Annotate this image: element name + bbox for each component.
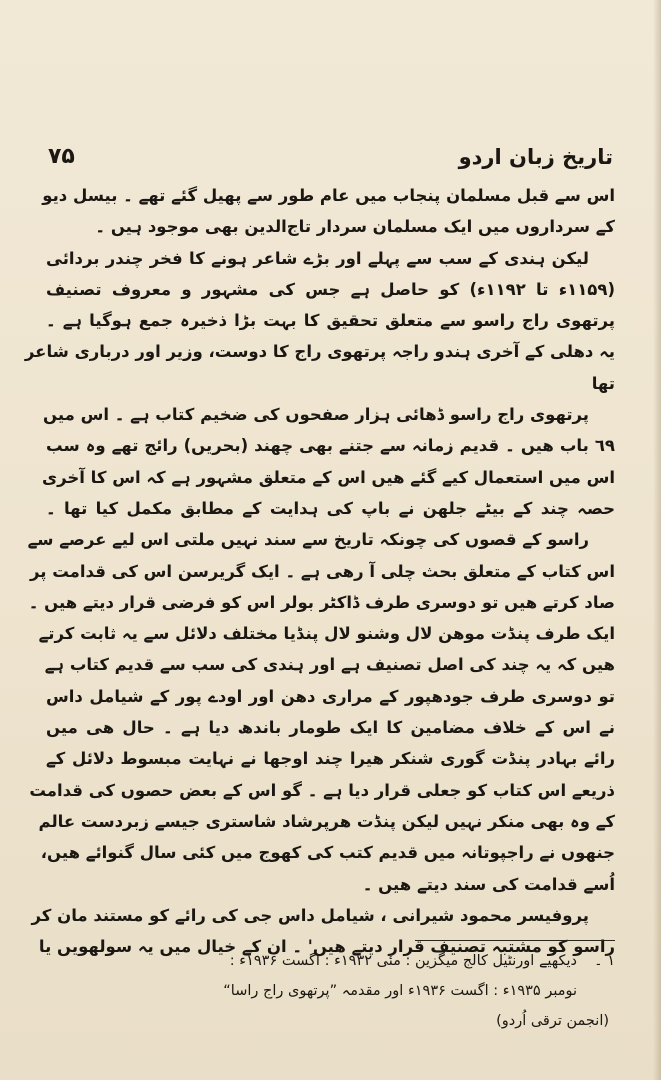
text-line: ٦٩ باب ھیں ۔ قدیم زمانہ سے جتنے بھی چھند (بحریں) رائج تھے وہ سب bbox=[46, 436, 615, 456]
text-line: ھیں کہ یہ چند کی اصل تصنیف ہے اور ہندی کی سب سے قدیم کتاب ہے bbox=[44, 655, 615, 675]
footnote-marker: ۱ ۔ bbox=[594, 953, 615, 969]
text-line: راسو کے قصوں کی چونکہ تاریخ سے سند نہیں ملتی اس لیے عرصے سے bbox=[27, 530, 589, 550]
text-line: لیکن ہندی کے سب سے پہلے اور بڑے شاعر ہونے کا فخر چندر بردائی bbox=[46, 248, 589, 268]
body-text bbox=[24, 180, 615, 962]
text-line: نے اس کے خلاف مضامین کا ایک طومار باندھ دیا ہے ۔ حال ھی میں bbox=[46, 718, 615, 738]
text-line: ایک طرف پنڈت موھن لال وشنو لال پنڈیا مختلف دلائل سے یہ ثابت کرتے bbox=[38, 624, 615, 644]
text-line: اُسے قدامت کی سند دیتے ھیں ۔ bbox=[362, 874, 615, 894]
text-line: تو دوسری طرف جودھپور کے مراری دھن اور اودے پور کے شیامل داس bbox=[46, 686, 615, 706]
text-line: اس کتاب کے متعلق بحث چلی آ رھی ہے ۔ ایک گریرسن اس کی قدامت پر bbox=[30, 561, 615, 581]
text-line: (۱۱۵۹ء تا ۱۱۹۲ء) کو حاصل ہے جس کی مشہور و معروف تصنیف bbox=[46, 279, 615, 299]
text-line: پرتھوی راج راسو سے متعلق تحقیق کا بہت بڑا ذخیرہ جمع ہوگیا ہے ۔ bbox=[46, 311, 615, 331]
text-line: جنھوں نے راجپوتانہ میں قدیم کتب کی کھوج میں کئی سال گنوائے ھیں، bbox=[40, 843, 615, 863]
text-line: پروفیسر محمود شیرانی ، شیامل داس جی کی رائے کو مستند مان کر bbox=[31, 905, 589, 925]
page-edge-shadow bbox=[653, 0, 661, 1080]
text-line: یہ دھلی کے آخری ہندو راجہ پرتھوی راج کا دوست، وزیر اور درباری شاعر bbox=[24, 342, 615, 362]
text-line: پرتھوی راج راسو ڈھائی ہزار صفحوں کی ضخیم کتاب ہے ۔ اس میں bbox=[43, 405, 589, 425]
text-line: کے وہ بھی منکر نہیں لیکن پنڈت ھرپرشاد شاستری جیسے زبردست عالم bbox=[38, 811, 615, 831]
footnote-rule bbox=[415, 940, 615, 941]
text-line: راسو کو مشتبہ تصنیف قرار دیتے ھیں' ۔ ان کے خیال میں یہ سولھویں یا bbox=[38, 937, 615, 957]
text-line: کے سرداروں میں ایک مسلمان سردار تاج‌الدین بھی موجود ہیں ۔ bbox=[95, 217, 615, 237]
text-line: اس سے قبل مسلمان پنجاب میں عام طور سے پھیل گئے تھے ۔ بیسل دیو bbox=[42, 186, 615, 205]
footnote bbox=[46, 946, 615, 1036]
text-line: رائے بہادر پنڈت گوری شنکر ھیرا چند اوجھا نے نہایت مبسوط دلائل کے bbox=[46, 749, 615, 769]
page-header bbox=[48, 140, 613, 174]
text-line: ذریعے اس کتاب کو جعلی قرار دیا ہے ۔ گو اس کے بعض حصوں کی قدامت bbox=[29, 780, 615, 800]
text-line: صاد کرتے ھیں تو دوسری طرف ڈاکٹر بولر اس کو فرضی قرار دیتے ھیں ۔ bbox=[28, 592, 615, 612]
footnote-line bbox=[46, 946, 615, 976]
running-title: تاریخ زبان اردو bbox=[458, 145, 613, 169]
text-line: تھا bbox=[591, 373, 615, 393]
text-line: حصہ چند کے بیٹے جلھن نے باپ کی ہدایت کے مطابق مکمل کیا تھا ۔ bbox=[46, 498, 615, 518]
footnote-line: نومبر ۱۹۳۵ء : اگست ۱۹۳۶ء اور مقدمہ ”پرتھوی راج راسا“ bbox=[223, 983, 577, 999]
footnote-text: دیکھیے اورنٹیل کالج میگزین : مئی ۱۹۳۲ء : اگست ۱۹۳۶ء : bbox=[229, 953, 577, 969]
footnote-line: (انجمن ترقی اُردو) bbox=[496, 1013, 609, 1029]
text-line: اس میں استعمال کیے گئے ھیں اس کے متعلق مشہور ہے کہ اس کا آخری bbox=[42, 467, 615, 487]
page-number: ٧۵ bbox=[48, 144, 75, 169]
